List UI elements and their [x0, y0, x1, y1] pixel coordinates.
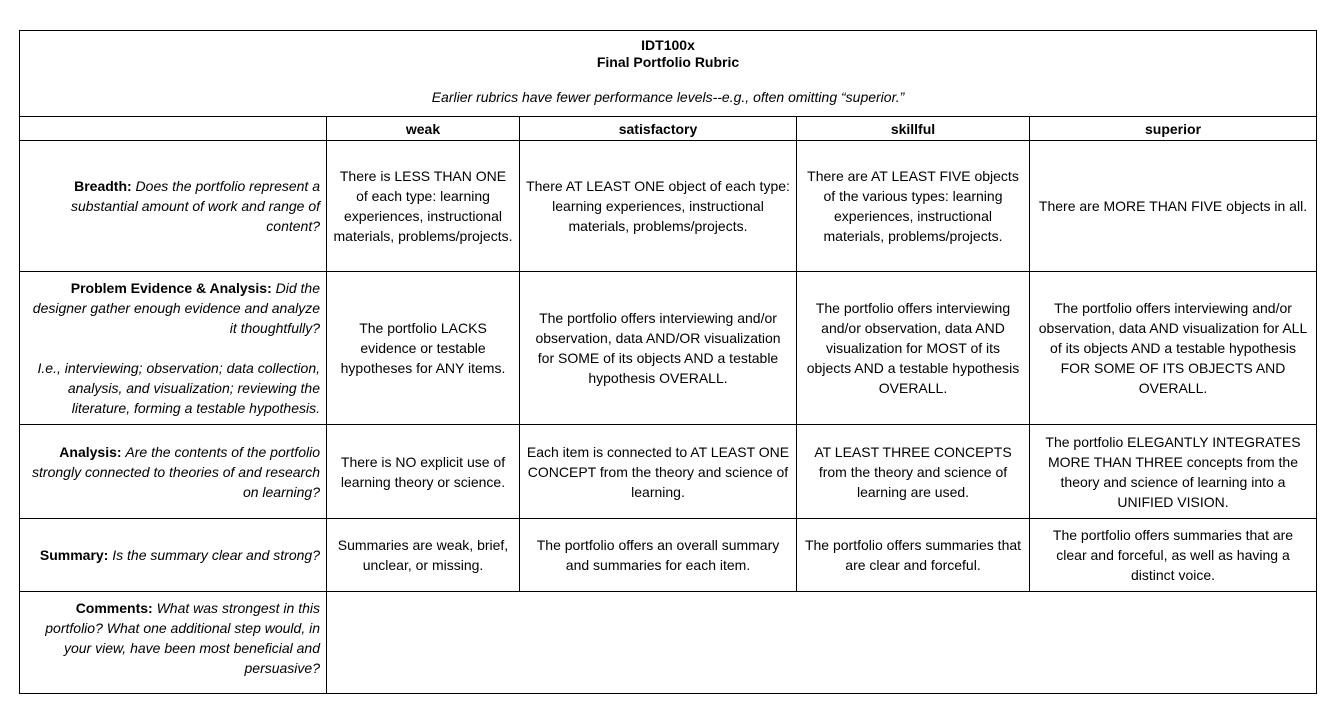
rubric-title: Final Portfolio Rubric — [596, 54, 740, 70]
criterion-row-comments — [20, 592, 1317, 694]
criterion-label — [20, 519, 327, 592]
criterion-name: Comments: — [75, 600, 153, 616]
criterion-question: Does the portfolio represent a substantial amount of work and range of content? — [70, 178, 320, 234]
level-cell-weak: Summaries are weak, brief, unclear, or missing. — [327, 519, 520, 592]
level-cell-satisfactory: The portfolio offers interviewing and/or observation, data AND/OR visualization for SOME of its objects AND a testable hypothesis OVERALL. — [520, 272, 797, 425]
course-code: IDT100x — [641, 37, 695, 53]
level-header-weak: weak — [327, 117, 520, 141]
criterion-question: Did the designer gather enough evidence and analyze it thoughtfully? — [32, 280, 320, 336]
criterion-row-problem-evidence — [20, 272, 1317, 425]
level-cell-weak: The portfolio LACKS evidence or testable hypotheses for ANY items. — [327, 272, 520, 425]
criterion-row-breadth — [20, 141, 1317, 272]
rubric-note: Earlier rubrics have fewer performance levels--e.g., often omitting “superior.” — [431, 89, 905, 105]
level-header-satisfactory: satisfactory — [520, 117, 797, 141]
criterion-row-analysis — [20, 425, 1317, 519]
level-cell-skillful: AT LEAST THREE CONCEPTS from the theory and science of learning are used. — [797, 425, 1030, 519]
level-header-superior: superior — [1030, 117, 1317, 141]
criterion-question: Is the summary clear and strong? — [112, 547, 320, 563]
level-cell-skillful: The portfolio offers summaries that are clear and forceful. — [797, 519, 1030, 592]
level-cell-weak: There is LESS THAN ONE of each type: learning experiences, instructional materials, problems/projects. — [327, 141, 520, 272]
criterion-label — [20, 592, 327, 694]
criterion-name: Problem Evidence & Analysis: — [70, 280, 272, 296]
criterion-examples: I.e., interviewing; observation; data collection, analysis, and visualization; reviewing the literature, forming a testable hypothesis. — [37, 360, 320, 416]
level-cell-weak: There is NO explicit use of learning theory or science. — [327, 425, 520, 519]
level-header-skillful: skillful — [797, 117, 1030, 141]
title-cell — [20, 31, 1317, 117]
header-blank-cell — [20, 117, 327, 141]
level-header-row — [20, 117, 1317, 141]
criterion-label — [20, 425, 327, 519]
criterion-name: Analysis: — [59, 443, 122, 460]
criterion-row-summary — [20, 519, 1317, 592]
criterion-name: Summary: — [39, 547, 109, 563]
criterion-question: What was strongest in this portfolio? What one additional step would, in your view, have been most beneficial and persuasive? — [45, 600, 320, 676]
level-cell-skillful: There are AT LEAST FIVE objects of the various types: learning experiences, instructional materials, problems/projects. — [797, 141, 1030, 272]
criterion-label — [20, 272, 327, 425]
criterion-question: Are the contents of the portfolio strongly connected to theories of and research on learning? — [32, 443, 320, 500]
criterion-name: Breadth: — [74, 178, 132, 194]
level-cell-satisfactory: There AT LEAST ONE object of each type: learning experiences, instructional materials, problems/projects. — [520, 141, 797, 272]
level-cell-superior: The portfolio ELEGANTLY INTEGRATES MORE THAN THREE concepts from the theory and science of learning into a UNIFIED VISION. — [1030, 425, 1317, 519]
level-cell-superior: The portfolio offers summaries that are clear and forceful, as well as having a distinct voice. — [1030, 519, 1317, 592]
criterion-label — [20, 141, 327, 272]
level-cell-skillful: The portfolio offers interviewing and/or observation, data AND visualization for MOST of its objects AND a testable hypothesis OVERALL. — [797, 272, 1030, 425]
comments-entry-area[interactable] — [327, 592, 1317, 694]
level-cell-superior: There are MORE THAN FIVE objects in all. — [1030, 141, 1317, 272]
rubric-table — [19, 30, 1317, 694]
level-cell-superior: The portfolio offers interviewing and/or observation, data AND visualization for ALL of its objects AND a testable hypothesis FOR SOME OF ITS OBJECTS AND OVERALL. — [1030, 272, 1317, 425]
level-cell-satisfactory: Each item is connected to AT LEAST ONE CONCEPT from the theory and science of learning. — [520, 425, 797, 519]
title-row — [20, 31, 1317, 117]
level-cell-satisfactory: The portfolio offers an overall summary and summaries for each item. — [520, 519, 797, 592]
